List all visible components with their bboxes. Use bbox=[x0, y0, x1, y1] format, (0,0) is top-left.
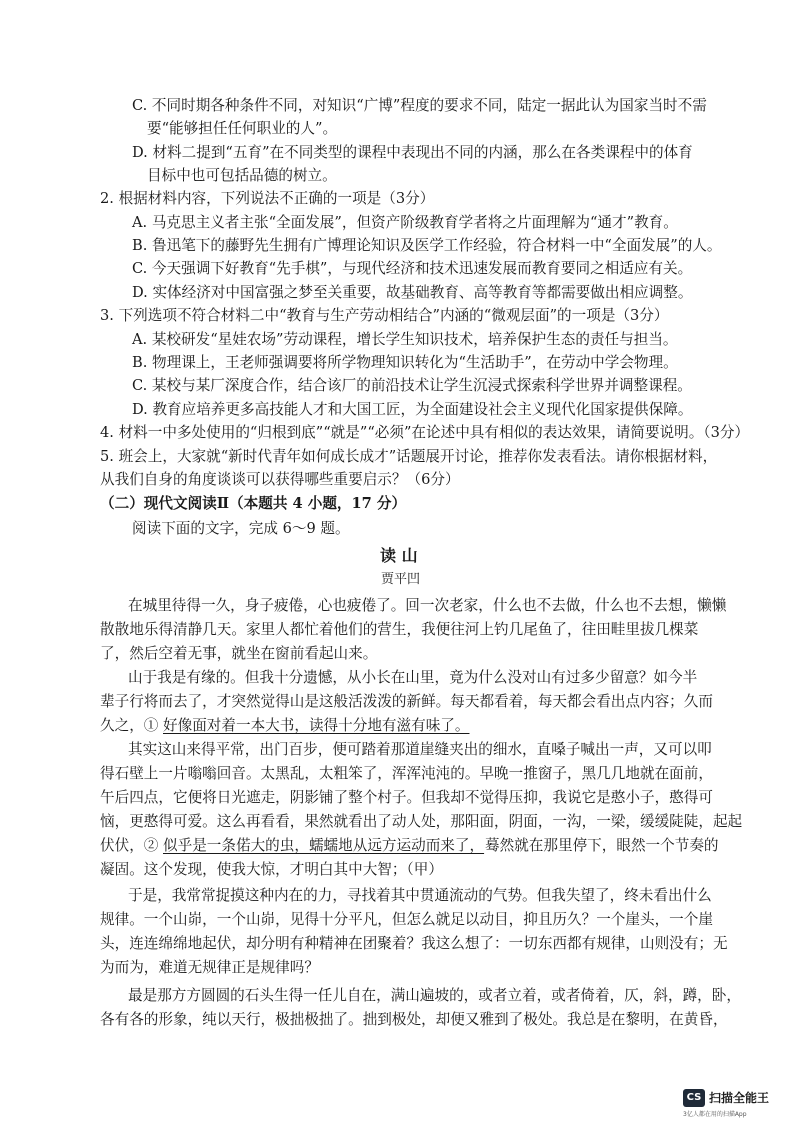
text-line: C. 不同时期各种条件不同，对知识“广博”程度的要求不同，陆定一据此认为国家当时不需 bbox=[132, 97, 707, 114]
text-line: 3. 下列选项不符合材料二中“教育与生产劳动相结合”内涵的“微观层面”的一项是（3分） bbox=[100, 307, 669, 324]
text-line: 得石壁上一片嗡嗡回音。太黑乱，太粗笨了，浑浑沌沌的。早晚一推窗子，黑几几地就在面前， bbox=[100, 765, 713, 782]
text-line: A. 马克思主义者主张“全面发展”，但资产阶级教育学者将之片面理解为“通才”教育。 bbox=[132, 214, 678, 231]
text-line: 蓦然就在那里停下，眼然一个节奏的 bbox=[485, 837, 719, 854]
text-line: 最是那方方圆圆的石头生得一任儿自在，满山遍坡的，或者立着，或者倚着，仄，斜，蹲，卧， bbox=[128, 987, 741, 1004]
text-line: 规律。一个山峁，一个山峁，见得十分平凡，但怎么就足以动目，抑且历久？一个崖头，一个崖 bbox=[100, 911, 713, 928]
text-line: 其实这山来得平常，出门百步，便可踏着那道崖缝夹出的细水，直嗓子喊出一声，又可以叩 bbox=[128, 741, 712, 758]
text-line: 4. 材料一中多处使用的“归根到底”“就是”“必须”在论述中具有相似的表达效果，请简要说明。（3分） bbox=[100, 424, 750, 441]
text-line: 午后四点，它便将日光遮走，阴影铺了整个村子。但我却不觉得压抑，我说它是憨小子，憨得可 bbox=[100, 789, 713, 806]
text-line: 散散地乐得清静几天。家里人都忙着他们的营生，我便往河上钓几尾鱼了，往田畦里拔几棵菜 bbox=[100, 621, 699, 638]
brand-tagline: 3亿人都在用的扫描App bbox=[683, 1111, 747, 1118]
text-line: （二）现代文阅读Ⅱ（本题共 4 小题，17 分） bbox=[100, 495, 407, 512]
text-line: 2. 根据材料内容，下列说法不正确的一项是（3分） bbox=[100, 190, 435, 207]
text-line: 目标中也可包括品德的树立。 bbox=[147, 167, 337, 184]
passage-author: 贾平凹 bbox=[381, 572, 421, 587]
text-line: C. 今天强调下好教育“先手棋”，与现代经济和技术迅速发展而教育要同之相适应有关。 bbox=[132, 260, 693, 277]
scanner-watermark bbox=[683, 1087, 789, 1119]
text-line: 凝固。这个发现，使我大惊，才明白其中大智；（甲） bbox=[100, 861, 443, 878]
text-line: B. 物理课上，王老师强调要将所学物理知识转化为“生活助手”，在劳动中学会物理。 bbox=[132, 354, 678, 371]
text-line: 要“能够担任任何职业的人”。 bbox=[147, 120, 338, 137]
text-line: 久之，① bbox=[100, 717, 159, 734]
text-line: D. 实体经济对中国富强之梦至关重要，故基础教育、高等教育等都需要做出相应调整。 bbox=[132, 284, 693, 301]
text-line: 从我们自身的角度谈谈可以获得哪些重要启示？（6分） bbox=[100, 471, 460, 488]
text-line: B. 鲁迅笔下的藤野先生拥有广博理论知识及医学工作经验，符合材料一中“全面发展”的人。 bbox=[132, 237, 722, 254]
text-line: 于是，我常常捉摸这种内在的力，寻找着其中贯通流动的气势。但我失望了，终未看出什么 bbox=[128, 887, 712, 904]
text-line: 了，然后空着无事，就坐在窗前看起山来。 bbox=[100, 645, 378, 662]
text-line: 5. 班会上，大家就“新时代青年如何成长成才”话题展开讨论，推荐你发表看法。请你根据材料， bbox=[100, 448, 718, 465]
brand-name: 扫描全能王 bbox=[709, 1091, 770, 1105]
text-line: A. 某校研发“星娃农场”劳动课程，增长学生知识技术，培养保护生态的责任与担当。 bbox=[132, 331, 678, 348]
text-line: D. 材料二提到“五育”在不同类型的课程中表现出不同的内涵，那么在各类课程中的体育 bbox=[132, 144, 693, 161]
text-line: D. 教育应培养更多高技能人才和大国工匠，为全面建设社会主义现代化国家提供保障。 bbox=[132, 401, 693, 418]
text-line: 辈子行将而去了，才突然觉得山是这般活泼泼的新鲜。每天都看着，每天都会看出点内容；久而 bbox=[100, 693, 713, 710]
text-line: 为而为，难道无规律正是规律吗？ bbox=[100, 959, 319, 976]
underlined-phrase: 似乎是一条偌大的虫，蠕蠕地从远方运动而来了， bbox=[163, 837, 485, 854]
text-line: 恼，更憨得可爱。这么再看看，果然就看出了动人处，那阳面，阴面，一沟，一梁，缓缓陡陡，起起 bbox=[100, 813, 743, 830]
underlined-phrase: 好像面对着一本大书，读得十分地有滋有味了。 bbox=[163, 717, 470, 734]
text-line: 在城里待得一久，身子疲倦，心也疲倦了。回一次老家，什么也不去做，什么也不去想，懒懒 bbox=[128, 597, 727, 614]
text-line: 山于我是有缘的。但我十分遗憾，从小长在山里，竟为什么没对山有过多少留意？如今半 bbox=[128, 669, 698, 686]
passage-title: 读 山 bbox=[380, 546, 418, 565]
text-line: 伏伏，② bbox=[100, 837, 159, 854]
text-line: 各有各的形象，纯以天行，极拙极拙了。拙到极处，却便又雅到了极处。我总是在黎明，在黄昏， bbox=[100, 1011, 728, 1028]
text-line: 阅读下面的文字，完成 6～9 题。 bbox=[132, 520, 350, 537]
text-line: 头，连连绵绵地起伏，却分明有种精神在团聚着？我这么想了：一切东西都有规律，山则没有；无 bbox=[100, 935, 728, 952]
camscanner-logo-icon: CS bbox=[683, 1089, 705, 1107]
text-line: C. 某校与某厂深度合作，结合该厂的前沿技术让学生沉浸式探索科学世界并调整课程。 bbox=[132, 377, 692, 394]
